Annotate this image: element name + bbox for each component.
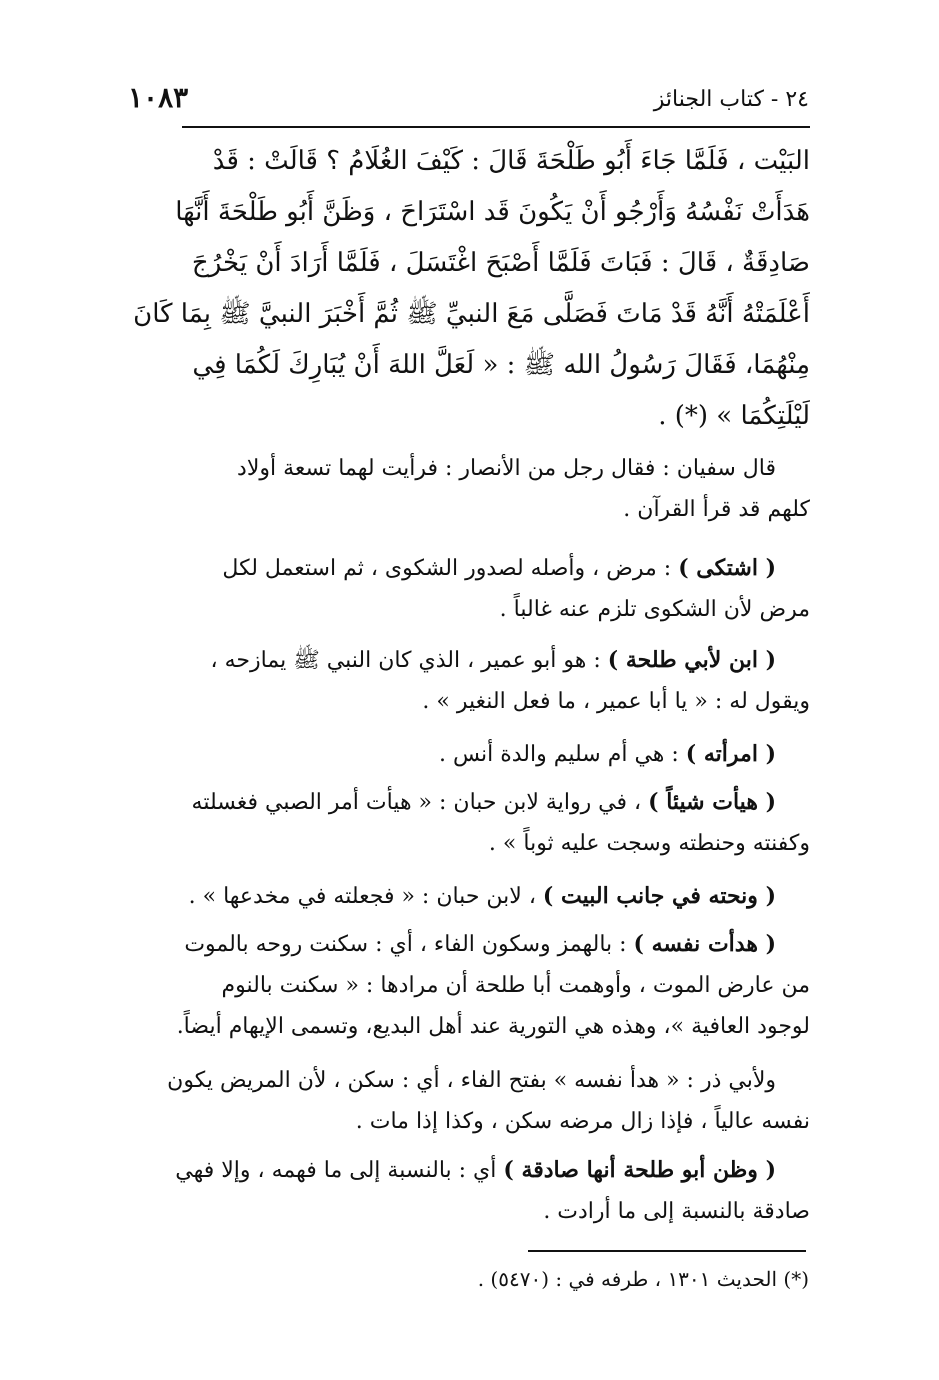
page-number: ١٠٨٣ [128,81,189,114]
footnote-rule [528,1250,806,1252]
paragraph-line [130,640,810,681]
commentary-paragraph [130,548,810,630]
hadith-text [130,136,810,442]
footnote: (*) الحديث ١٣٠١ ، طرفه في : (٥٤٧٠) . [477,1267,809,1291]
paragraph-line: نفسه عالياً ، فإذا زال مرضه سكن ، وكذا إذا مات . [355,1109,810,1134]
term-explanation: : هي أم سليم والدة أنس . [438,742,686,767]
paragraph-line: مرض لأن الشكوى تلزم عنه غالباً . [499,597,810,622]
glossary-term: ( امرأته ) [685,741,776,767]
term-explanation: : بالهمز وسكون الفاء ، أي : سكنت روحه بالموت [184,932,634,957]
hadith-line: أَعْلَمَتْهُ أَنَّهُ قَدْ مَاتَ فَصَلَّى مَعَ النبيِّ ﷺ ثُمَّ أَخْبَرَ النبيَّ ﷺ بِمَا كَانَ [133,299,810,329]
paragraph-line [130,1150,810,1191]
paragraph-line: صادقة بالنسبة إلى ما أرادت . [543,1199,810,1224]
glossary-term: ( اشتكى ) [678,555,776,581]
header-rule [182,126,810,128]
paragraph-line: قال سفيان : فقال رجل من الأنصار : فرأيت لهما تسعة أولاد [237,456,776,481]
commentary-paragraph [130,1060,810,1142]
hadith-line: صَادِقَةٌ ، قَالَ : فَبَاتَ فَلَمَّا أَصْبَحَ اغْتَسَلَ ، فَلَمَّا أَرَادَ أَنْ يَخْرُجَ [191,248,810,278]
term-explanation: : هو أبو عمير ، الذي كان النبي ﷺ يمازحه ، [210,648,608,673]
term-explanation: ، لابن حبان : « فجعلته في مخدعها » . [188,884,543,909]
glossary-term: ( هيأت شيئاً ) [648,789,776,815]
paragraph-line [130,876,810,917]
commentary-paragraph [130,876,810,917]
paragraph-line: ويقول له : « يا أبا عمير ، ما فعل النغير » . [422,689,810,714]
term-explanation: : مرض ، وأصله لصدور الشكوى ، ثم استعمل لكل [222,556,679,581]
commentary-paragraph [130,448,810,530]
glossary-term: ( وظن أبو طلحة أنها صادقة ) [503,1157,776,1183]
paragraph-line: ولأبي ذر : « هدأ نفسه » بفتح الفاء ، أي : سكن ، لأن المريض يكون [167,1068,776,1093]
hadith-line: هَدَأَتْ نَفْسُهُ وَأَرْجُو أَنْ يَكُونَ قَد اسْتَرَاحَ ، وَظَنَّ أَبُو طَلْحَةَ أَنَّهَا [175,197,810,227]
glossary-term: ( ونحته في جانب البيت ) [542,883,776,909]
glossary-term: ( هدأت نفسه ) [633,931,776,957]
commentary-paragraph [130,782,810,864]
paragraph-line [130,924,810,965]
paragraph-line [130,548,810,589]
paragraph-line: لوجود العافية »، وهذه هي التورية عند أهل البديع، وتسمى الإيهام أيضاً. [176,1014,810,1039]
commentary-paragraph [130,734,810,775]
chapter-title: ٢٤ - كتاب الجنائز [653,87,809,112]
paragraph-line [130,734,810,775]
glossary-term: ( ابن لأبي طلحة ) [607,647,776,673]
hadith-line: لَيْلَتِكُمَا » (*) . [658,401,810,431]
paragraph-line: كلهم قد قرأ القرآن . [623,497,810,522]
commentary-paragraph [130,1150,810,1232]
paragraph-line: وكفنته وحنطته وسجت عليه ثوباً » . [488,831,810,856]
hadith-line: مِنْهُمَا، فَقَالَ رَسُولُ الله ﷺ : « لَعَلَّ اللهَ أَنْ يُبَارِكَ لَكُمَا فِي [192,350,810,380]
commentary-paragraph [130,640,810,722]
paragraph-line [130,782,810,823]
commentary-paragraph [130,924,810,1047]
term-explanation: ، في رواية لابن حبان : « هيأت أمر الصبي فغسلته [191,790,649,815]
hadith-line: البَيْت ، فَلَمَّا جَاءَ أَبُو طَلْحَةَ قَالَ : كَيْفَ الغُلَامُ ؟ قَالَتْ : قَدْ [212,146,810,176]
paragraph-line: من عارض الموت ، وأوهمت أبا طلحة أن مرادها : « سكنت بالنوم [221,973,810,998]
term-explanation: أي : بالنسبة إلى ما فهمه ، وإلا فهي [175,1158,504,1183]
